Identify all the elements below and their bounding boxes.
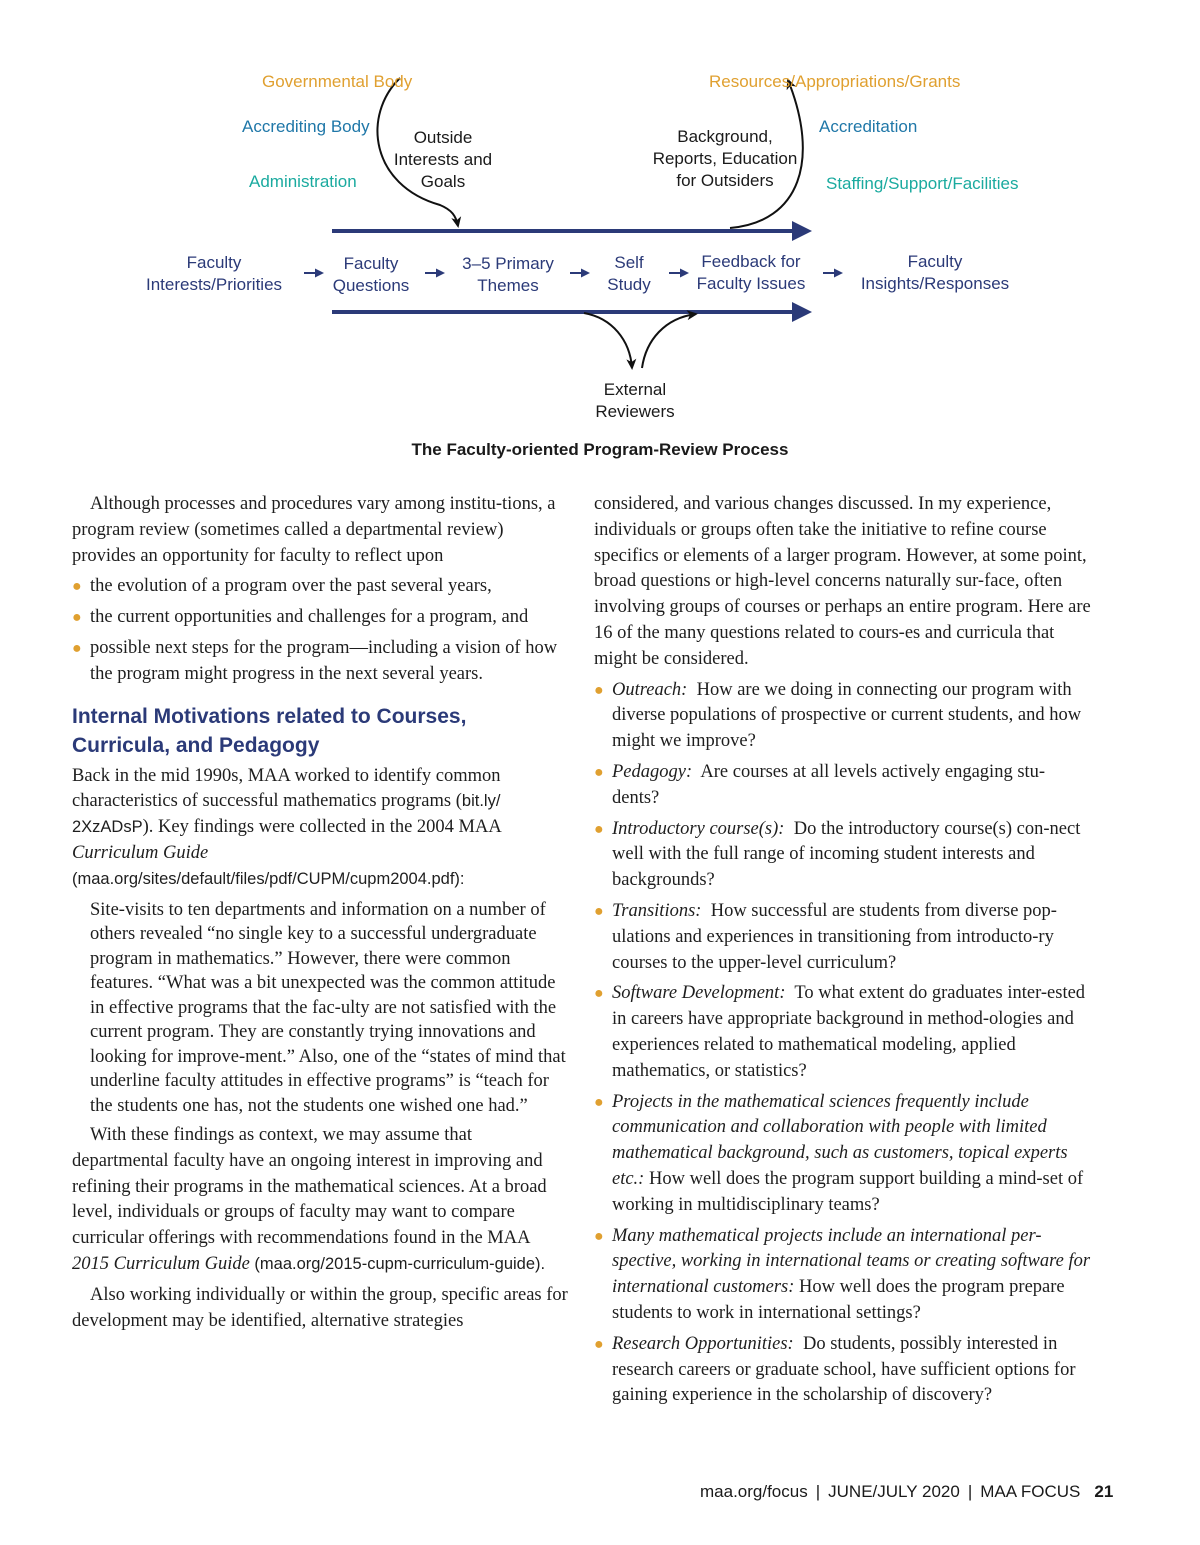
bullet-icon: ●: [594, 1335, 604, 1353]
link-2015-guide[interactable]: (maa.org/2015-cupm-curriculum-guide).: [249, 1255, 546, 1274]
question-item: ● Software Development: To what extent do graduates inter-ested in careers have appropriate background in method-ologies and experiences related to mathematical modeling, applied mathematics, or statistics?: [594, 983, 1086, 1081]
bullet-icon: ●: [72, 609, 82, 627]
footer-publication: MAA FOCUS: [980, 1482, 1081, 1501]
right-column: [594, 492, 1092, 1414]
question-item: ● Introductory course(s): Do the introductory course(s) con-nect well with the full range of incoming student interests and backgrounds?: [594, 818, 1081, 891]
bullet-icon: ●: [594, 902, 604, 920]
intro-paragraph: Although processes and procedures vary among institu-tions, a program review (sometimes called a departmental review) provides an opportunity for faculty to reflect upon: [72, 494, 556, 566]
label-background-reports: Background, Reports, Education for Outsiders: [652, 127, 798, 190]
left-column: [72, 492, 569, 1339]
bullet-icon: ●: [594, 763, 604, 781]
label-accrediting-body: Accrediting Body: [242, 117, 370, 136]
block-quote: Site-visits to ten departments and information on a number of others revealed “no single key to a successful undergraduate program in mathematics.” However, there were common features. “What was a bit unexpected was the common attitude in effective programs that the fac-ulty are not satisfied with the current program. They are constantly trying innovations and looking for improve-ment.” Also, one of the “states of mind that underline faculty attitudes in effective programs” is “teach for the students one has, not the students one wished one had.”: [90, 899, 566, 1116]
node-faculty-questions: Faculty Questions: [332, 254, 410, 295]
label-administration: Administration: [249, 172, 357, 191]
continued-paragraph: considered, and various changes discussed. In my experience, individuals or groups often take the initiative to refine course specifics or elements of a larger program. However, at some point, broad questions or high-level concerns naturally sur-face, often involving groups of courses or perhaps an entire program. Here are 16 of the many questions related to cours-es and curricula that might be considered.: [594, 494, 1091, 669]
question-item: ● Transitions: How successful are students from diverse pop-ulations and experiences in transitioning from introducto-ry courses to the upper-level curriculum?: [594, 900, 1057, 973]
question-item: ● Projects in the mathematical sciences frequently include communication and collaboration with people with limited mathematical background, such as customers, topical experts etc.: How well does the program support building a mind-set of working in multidisciplinary teams?: [594, 1091, 1084, 1215]
bullet-icon: ●: [594, 681, 604, 699]
node-self-study: Self Study: [607, 253, 651, 294]
development-paragraph: Also working individually or within the group, specific areas for development may be identified, alternative strategies: [72, 1284, 568, 1331]
question-item: ● Many mathematical projects include an international per-spective, working in international teams or creating software for international customers: How well does the program prepare students to work in international settings?: [594, 1225, 1091, 1323]
section-heading: Internal Motivations related to Courses, Curricula, and Pedagogy: [72, 704, 467, 757]
program-review-diagram: [0, 0, 1200, 470]
node-faculty-interests: Faculty Interests/Priorities: [145, 253, 283, 294]
bullet-icon: ●: [594, 1227, 604, 1245]
curve-to-reviewers: [584, 313, 632, 368]
label-external-reviewers: External Reviewers: [595, 380, 675, 421]
list-item: ● the current opportunities and challenges for a program, and: [72, 605, 569, 631]
page-footer: maa.org/focus | JUNE/JULY 2020 | MAA FOCUS 21: [700, 1482, 1114, 1501]
list-item: ● the evolution of a program over the past several years,: [72, 574, 569, 600]
bottom-flow-arrowhead: [792, 302, 812, 322]
context-paragraph: With these findings as context, we may assume that departmental faculty have an ongoing interest in improving and refining their programs in the mathematical sciences. At a broad level, individuals or groups of faculty may want to compare curricular offerings with recommendations found in the MAA 2015 Curriculum Guide (maa.org/2015-cupm-curriculum-guide).: [72, 1125, 547, 1275]
top-flow-arrowhead: [792, 221, 812, 241]
label-outside-interests: Outside Interests and Goals: [393, 128, 493, 191]
node-primary-themes: 3–5 Primary Themes: [462, 254, 554, 295]
list-item: ● possible next steps for the program—including a vision of how the program might progress in the next several years.: [72, 637, 558, 684]
label-governmental-body: Governmental Body: [262, 72, 413, 91]
label-accreditation: Accreditation: [819, 117, 918, 136]
bullet-icon: ●: [72, 639, 82, 657]
page-number: 21: [1094, 1482, 1114, 1501]
curve-from-reviewers: [642, 314, 696, 368]
bullet-icon: ●: [72, 578, 82, 596]
link-bitly[interactable]: bit.ly/ 2XzADsP: [72, 792, 501, 837]
bullet-icon: ●: [594, 1093, 604, 1111]
node-faculty-insights: Faculty Insights/Responses: [860, 252, 1010, 293]
question-item: ● Outreach: How are we doing in connecting our program with diverse populations of prospective or current students, and how might we improve?: [594, 679, 1082, 752]
footer-url[interactable]: maa.org/focus: [700, 1482, 808, 1501]
maa-findings-paragraph: Back in the mid 1990s, MAA worked to identify common characteristics of successful mathematics programs (bit.ly/ 2XzADsP). Key findings were collected in the 2004 MAA Curriculum Guide (maa.org/sites/default/files/pdf/CUPM/cupm2004.pdf):: [72, 765, 501, 888]
question-item: ● Research Opportunities: Do students, possibly interested in research careers or graduate school, have sufficient options for gaining experience in the scholarship of discovery?: [594, 1333, 1076, 1406]
link-cupm2004[interactable]: (maa.org/sites/default/files/pdf/CUPM/cupm2004.pdf):: [72, 869, 465, 888]
label-resources: Resources/Appropriations/Grants: [709, 72, 961, 91]
diagram-caption: The Faculty-oriented Program-Review Process: [411, 440, 789, 459]
bullet-icon: ●: [594, 985, 604, 1003]
node-feedback: Feedback for Faculty Issues: [696, 252, 806, 293]
label-staffing: Staffing/Support/Facilities: [826, 174, 1019, 193]
footer-issue: JUNE/JULY 2020: [828, 1482, 960, 1501]
question-item: ● Pedagogy: Are courses at all levels actively engaging stu-dents?: [594, 761, 1046, 808]
bullet-icon: ●: [594, 820, 604, 838]
